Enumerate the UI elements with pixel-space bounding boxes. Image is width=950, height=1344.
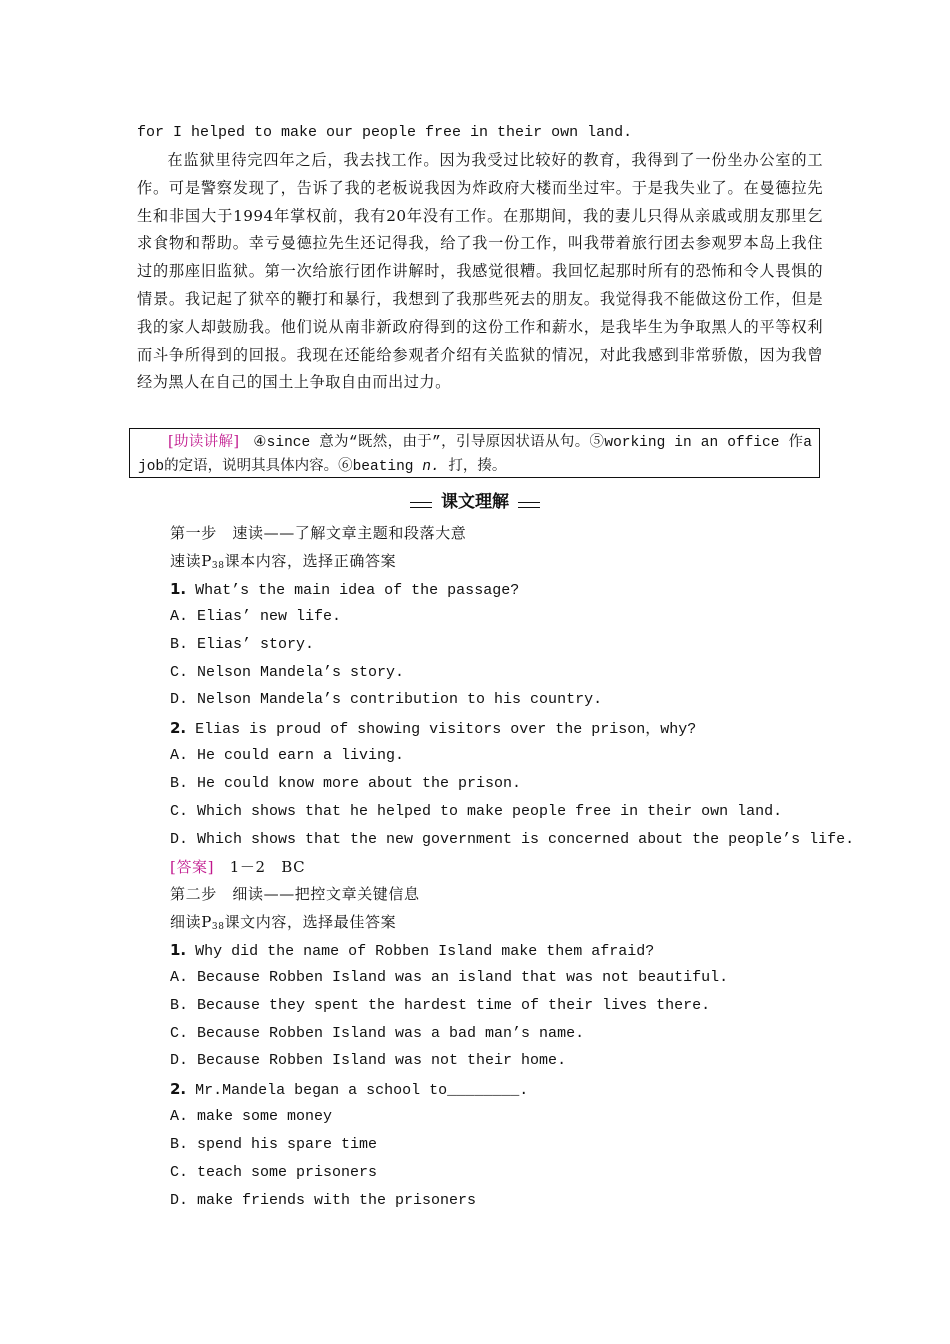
step2-q1-option-a: A. Because Robben Island was an island that was not beautiful.: [170, 969, 729, 986]
step2-question-2: 2. Mr.Mandela began a school to________.: [170, 1080, 529, 1099]
answer-label: [答案]: [170, 858, 215, 876]
step1-q2-option-c: C. Which shows that he helped to make people free in their own land.: [170, 803, 783, 820]
translation-text: 在监狱里待完四年之后，我去找工作。因为我受过比较好的教育，我得到了一份坐办公室的工作。可是警察发现了，告诉了我的老板说我因为炸政府大楼而坐过牢。于是我失业了。在曼德拉先生和非国大于1994年掌权前，我有20年没有工作。在那期间，我的妻儿只得从亲戚或朋友那里乞求食物和帮助。幸亏曼德拉先生还记得我，给了我一份工作，叫我带着旅行团去参观罗本岛上我住过的那座旧监狱。第一次给旅行团作讲解时，我感觉很糟。我回忆起那时所有的恐怖和令人畏惧的情景。我记起了狱卒的鞭打和暴行，我想到了我那些死去的朋友。我觉得我不能做这份工作，但是我的家人却鼓励我。他们说从南非新政府得到的这份工作和薪水，是我毕生为争取黑人的平等权利而斗争所得到的回报。我现在还能给参观者介绍有关监狱的情况，对此我感到非常骄傲，因为我曾经为黑人在自己的国土上争取自由而出过力。: [137, 151, 823, 392]
step2-question-1: 1. Why did the name of Robben Island make them afraid?: [170, 941, 655, 960]
step1-q2-option-a: A. He could earn a living.: [170, 747, 405, 764]
step1-answer: [170, 857, 305, 877]
step1-instruction: 速读$P_{38}$课本内容，选择正确答案: [170, 552, 397, 571]
step2-q2-option-d: D. make friends with the prisoners: [170, 1192, 477, 1209]
step2-instruction: 细读$P_{38}$课文内容，选择最佳答案: [170, 913, 397, 932]
reading-note-box: [129, 428, 820, 478]
step1-q1-option-b: B. Elias’ story.: [170, 636, 315, 653]
step1-question-1: 1. What’s the main idea of the passage?: [170, 580, 520, 599]
answer-text: 1－2 BC: [214, 858, 306, 876]
title-rule-right: [518, 502, 540, 508]
note-label: [助读讲解]: [168, 434, 239, 450]
step2-heading: 第二步 细读——把控文章关键信息: [170, 885, 420, 903]
step1-heading: 第一步 速读——了解文章主题和段落大意: [170, 524, 467, 542]
step2-q1-option-b: B. Because they spent the hardest time of their lives there.: [170, 997, 711, 1014]
step1-question-2: 2. Elias is proud of showing visitors over the prison，why?: [170, 719, 697, 738]
step1-q2-option-d: D. Which shows that the new government is concerned about the people’s life.: [170, 831, 855, 848]
section-title-text: 课文理解: [441, 492, 509, 512]
step1-q1-option-a: A. Elias’ new life.: [170, 608, 342, 625]
step1-q2-option-b: B. He could know more about the prison.: [170, 775, 522, 792]
step2-q1-option-c: C. Because Robben Island was a bad man’s name.: [170, 1025, 585, 1042]
step2-q2-option-a: A. make some money: [170, 1108, 333, 1125]
step1-q1-option-d: D. Nelson Mandela’s contribution to his country.: [170, 691, 603, 708]
title-rule-left: [410, 502, 432, 508]
translation-paragraph: [137, 147, 823, 397]
section-title: [410, 490, 540, 516]
reading-note: [138, 430, 812, 479]
step2-q2-option-b: B. spend his spare time: [170, 1136, 378, 1153]
intro-line: for I helped to make our people free in their own land.: [137, 124, 633, 141]
note-pos: n.: [422, 459, 440, 475]
step2-q1-option-d: D. Because Robben Island was not their home.: [170, 1052, 567, 1069]
step2-q2-option-c: C. teach some prisoners: [170, 1164, 378, 1181]
step1-q1-option-c: C. Nelson Mandela’s story.: [170, 664, 405, 681]
note-part2: 打，揍。: [439, 459, 507, 475]
note-part1: ④since 意为“既然，由于”，引导原因状语从句。⑤working in an office 作a job的定语，说明其具体内容。⑥beating: [138, 435, 812, 475]
